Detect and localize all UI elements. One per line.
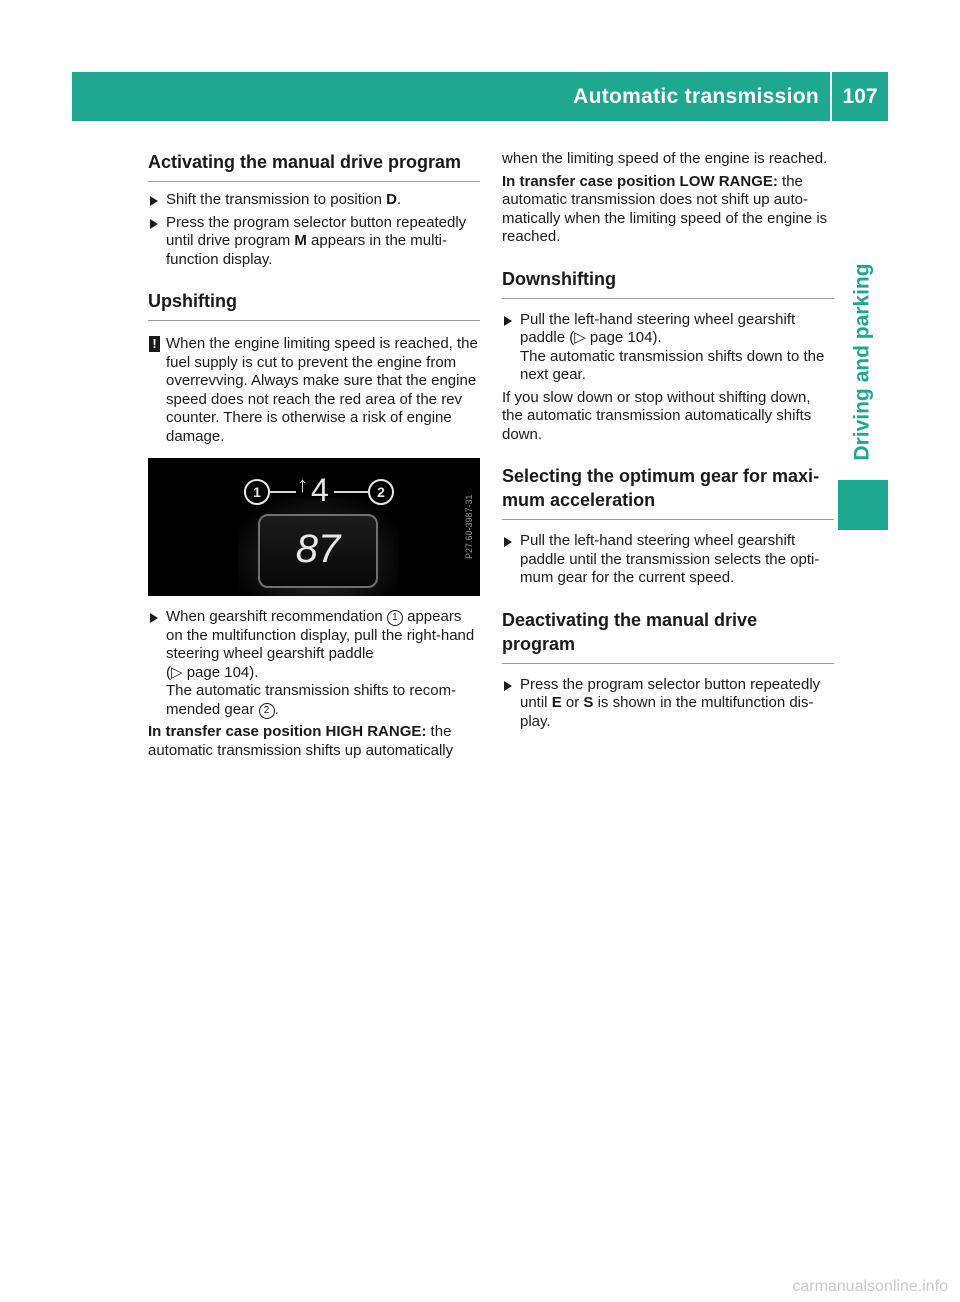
heading-upshifting: Upshifting — [148, 289, 480, 321]
text-bold: In transfer case position LOW RANGE: — [502, 172, 778, 190]
chapter-marker — [838, 480, 888, 530]
recommended-gear: 4 — [311, 472, 329, 508]
text: or — [561, 694, 584, 711]
warning-icon: ! — [149, 336, 160, 352]
heading-activating-manual: Activating the manual drive program — [148, 150, 480, 182]
watermark: carmanualsonline.info — [792, 1278, 948, 1295]
callout-ref-1: 1 — [387, 610, 403, 626]
text: The automatic transmission shifts down to the next gear. — [520, 347, 825, 383]
bullet-arrow-icon — [504, 316, 512, 326]
text: Shift the transmission to position — [166, 191, 387, 208]
callout-line — [270, 491, 296, 493]
text: When gearshift recommendation — [166, 608, 387, 625]
figure-code: P27.60-3987-31 — [464, 494, 474, 560]
paragraph — [148, 723, 480, 760]
callout-1: 1 — [244, 479, 270, 505]
text-bold: S — [583, 694, 594, 711]
paragraph: If you slow down or stop without shifting down, the automatic transmission automatically shifts down. — [502, 388, 812, 443]
list-item — [502, 532, 834, 588]
list-item — [502, 311, 834, 385]
callout-ref-2: 2 — [259, 703, 275, 719]
list-item — [148, 608, 480, 719]
text: Pull the left-hand steering wheel gearshift paddle until the transmission selects the opti-mum gear for the current speed. — [520, 532, 820, 586]
bullet-arrow-icon — [150, 219, 158, 229]
speed-readout: 87 — [295, 527, 341, 571]
warning-text: When the engine limiting speed is reached, the fuel supply is cut to prevent the engine from overrevving. Always make sure that the engine speed does not reach the red area of the rev counter. There is otherwise a risk of engine damage. — [166, 335, 478, 445]
callout-line — [334, 491, 368, 493]
bullet-arrow-icon — [504, 681, 512, 691]
text: Pull the left-hand steering wheel gearshift paddle (▷ page 104). — [520, 310, 796, 346]
text: appears in the multi-function display. — [166, 232, 447, 268]
page-reference[interactable]: (▷ page 104). — [166, 663, 259, 681]
text: the automatic transmission shifts up automatically — [148, 723, 454, 759]
text: the automatic transmission does not shift up auto-matically when the limiting speed of the engine is reached. — [502, 172, 828, 245]
text: appears on the multifunction display, pull the right-hand steering wheel gearshift paddle — [166, 608, 475, 662]
list-item — [148, 191, 480, 210]
chapter-tab-label: Driving and parking — [851, 263, 875, 461]
text-bold: E — [551, 694, 562, 711]
text: Press the program selector button repeatedly until drive program — [166, 213, 467, 249]
up-arrow-icon: ↑ — [297, 472, 308, 497]
page-header — [72, 72, 888, 121]
callout-2: 2 — [368, 479, 394, 505]
text: is shown in the multifunction dis-play. — [520, 694, 814, 730]
paragraph — [502, 173, 834, 247]
list-item — [502, 676, 834, 732]
bullet-arrow-icon — [150, 196, 158, 206]
list-item — [148, 214, 480, 270]
warning-note — [148, 335, 480, 446]
bullet-arrow-icon — [150, 613, 158, 623]
heading-downshifting: Downshifting — [502, 267, 834, 299]
paragraph: when the limiting speed of the engine is reached. — [502, 150, 828, 167]
bullet-arrow-icon — [504, 537, 512, 547]
text: Press the program selector button repeatedly until — [520, 675, 821, 711]
text: . — [274, 700, 279, 718]
multifunction-display-figure — [148, 458, 480, 596]
text: The automatic transmission shifts to recom-mended gear — [166, 682, 457, 718]
chapter-tab — [838, 252, 888, 472]
text: . — [396, 191, 402, 208]
left-column — [148, 150, 480, 760]
text-bold: M — [294, 232, 307, 249]
text-bold: D — [386, 191, 397, 208]
heading-deactivating-manual: Deactivating the manual drive program — [502, 608, 834, 664]
right-column — [502, 150, 834, 731]
section-title: Automatic transmission — [573, 84, 819, 108]
heading-optimum-gear: Selecting the optimum gear for maxi-mum acceleration — [502, 464, 834, 520]
page-number: 107 — [842, 84, 878, 108]
text-bold: In transfer case position HIGH RANGE: — [148, 723, 427, 740]
